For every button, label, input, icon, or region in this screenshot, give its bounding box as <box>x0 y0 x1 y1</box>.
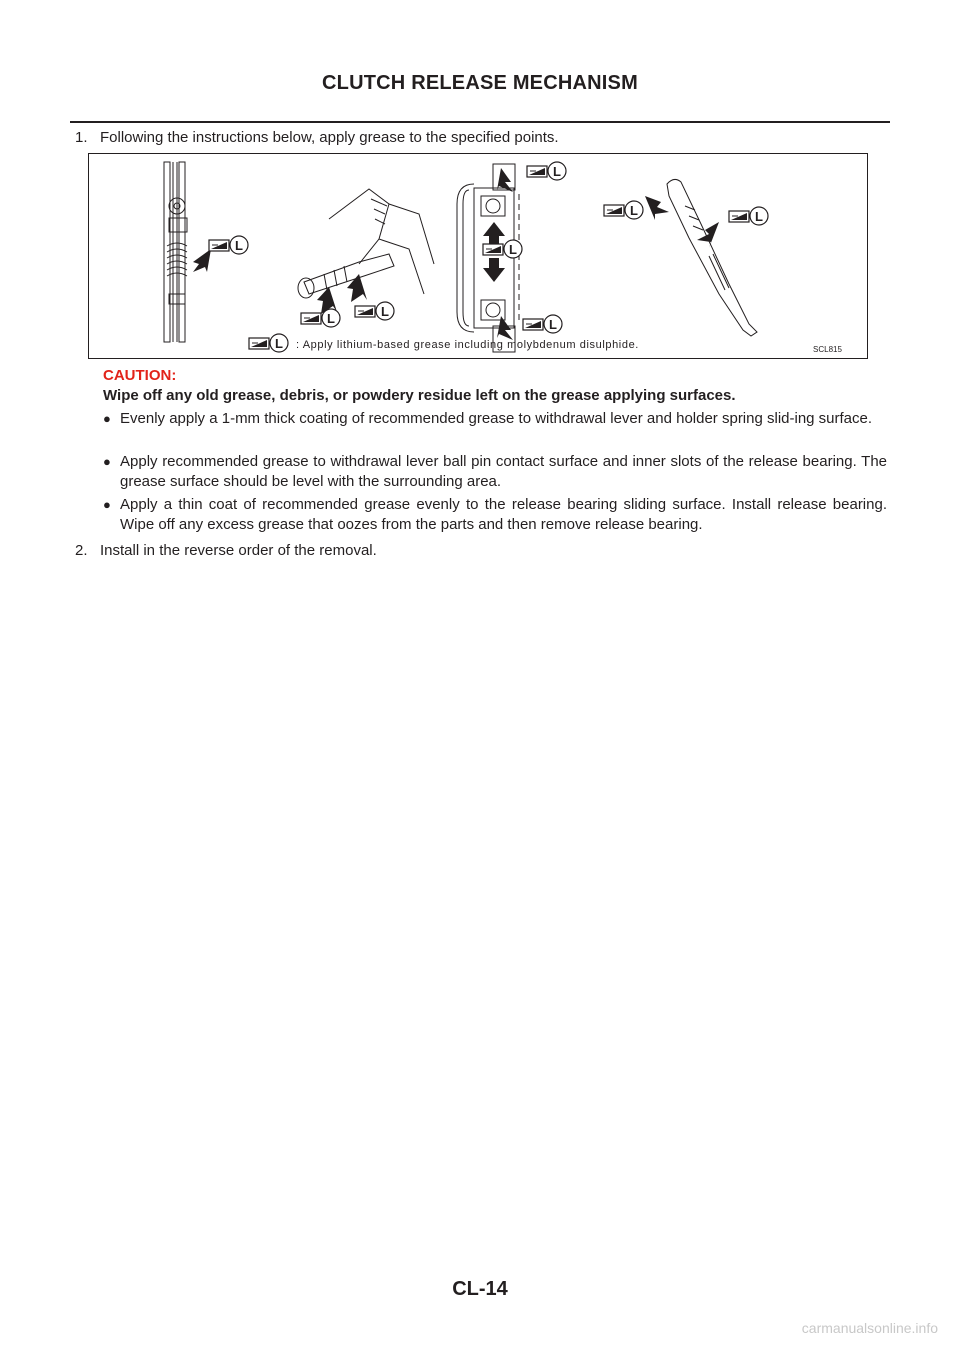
bullet-text: Apply a thin coat of recommended grease evenly to the release bearing sliding surface. Install release bearing. Wipe off any excess grease that oozes from the parts and then remove release bearing. <box>120 496 887 533</box>
page-title: CLUTCH RELEASE MECHANISM <box>322 72 638 94</box>
legend-text: : Apply lithium-based grease including molybdenum disulphide. <box>296 339 639 351</box>
arrow-bearing-up <box>483 222 505 246</box>
holder-spring-drawing <box>164 162 187 342</box>
step-1-text: Following the instructions below, apply grease to the specified points. <box>100 129 559 146</box>
callout-letter-5: L <box>509 242 517 257</box>
step-1 <box>75 128 559 148</box>
title-divider <box>70 121 890 123</box>
step-1-number: 1. <box>75 129 88 146</box>
bullet-dot: ● <box>103 454 111 469</box>
arrow-spring <box>193 249 211 272</box>
arrow-shaft-2 <box>347 274 367 302</box>
withdrawal-lever-drawing <box>667 179 757 336</box>
callout-letter-4: L <box>553 164 561 179</box>
step-2-text: Install in the reverse order of the removal. <box>100 542 377 559</box>
callout-letter-2: L <box>327 311 335 326</box>
figure-illustration <box>89 154 868 359</box>
callout-letter-3: L <box>381 304 389 319</box>
bullet-text: Apply recommended grease to withdrawal lever ball pin contact surface and inner slots of the release bearing. The grease surface should be level with the surrounding area. <box>120 453 887 490</box>
step-2-number: 2. <box>75 542 88 559</box>
figure-id: SCL815 <box>813 345 842 354</box>
callout-letter-1: L <box>235 238 243 253</box>
arrow-lever-2 <box>697 222 719 248</box>
page-number: CL-14 <box>452 1278 508 1300</box>
watermark: carmanualsonline.info <box>801 1320 938 1336</box>
callout-letter-7: L <box>630 203 638 218</box>
input-shaft-drawing <box>298 189 434 298</box>
arrow-lever-1 <box>645 196 669 220</box>
bullet-dot: ● <box>103 497 111 512</box>
caution-label: CAUTION: <box>103 367 177 384</box>
bullet-text: Evenly apply a 1-mm thick coating of recommended grease to withdrawal lever and holder spring slid-ing surface. <box>120 410 873 427</box>
callout-letter-6: L <box>549 317 557 332</box>
caution-text: Wipe off any old grease, debris, or powdery residue left on the grease applying surfaces. <box>103 387 736 404</box>
bullet-item-2 <box>103 452 887 492</box>
bullet-item-3 <box>103 495 887 535</box>
callout-letter-8: L <box>755 209 763 224</box>
step-2 <box>75 541 377 561</box>
grease-points-figure <box>88 153 868 359</box>
arrow-bearing-down <box>483 258 505 282</box>
callout-letter-legend: L <box>275 336 283 351</box>
bullet-item-1 <box>103 409 887 429</box>
bullet-dot: ● <box>103 411 111 426</box>
